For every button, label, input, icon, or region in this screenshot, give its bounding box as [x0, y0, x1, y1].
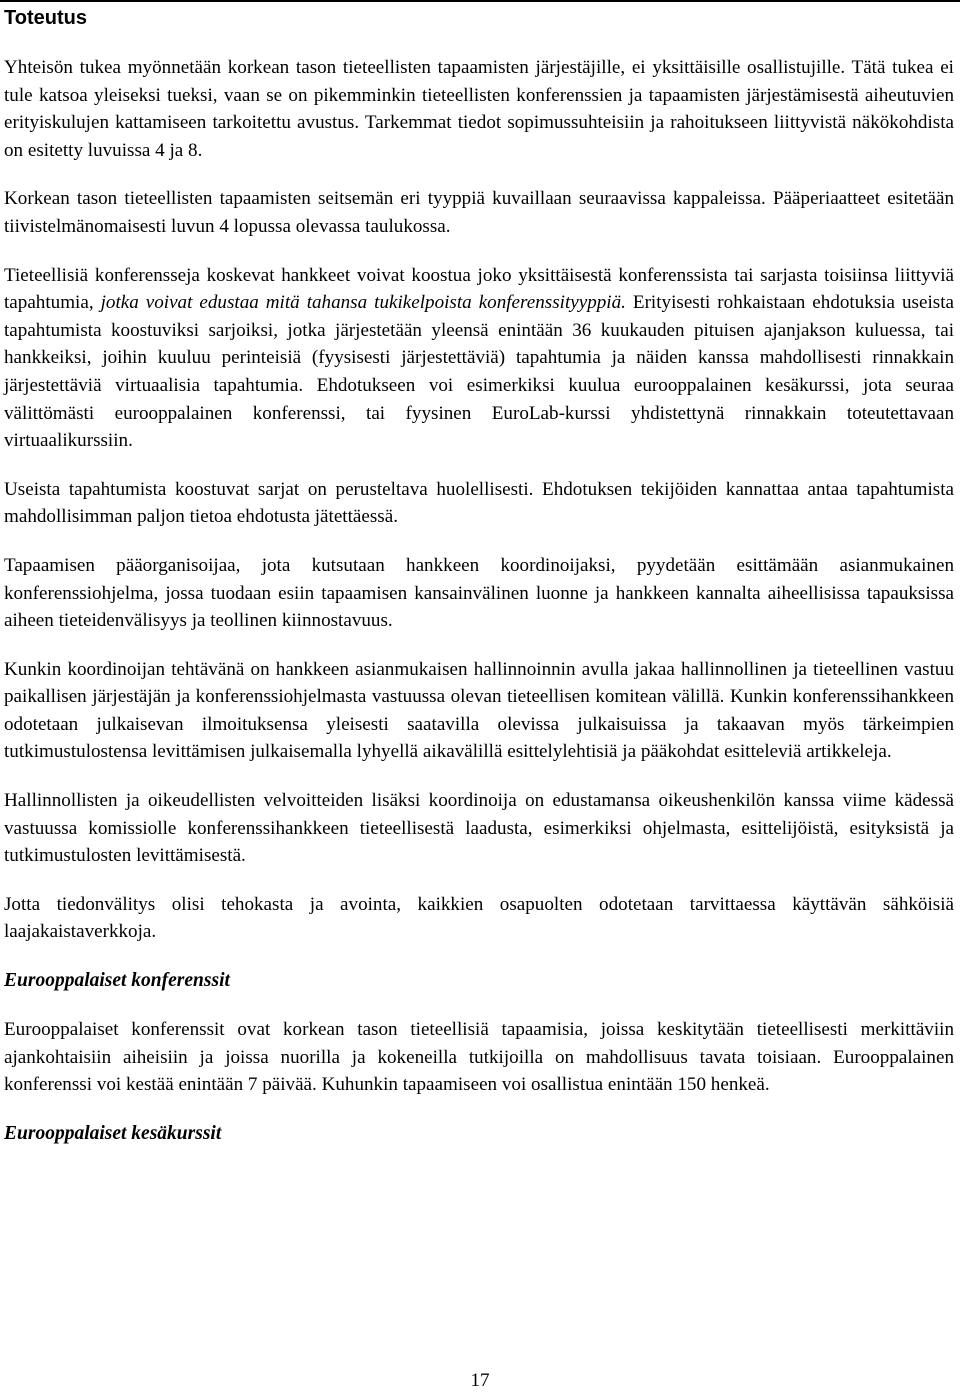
section-title: Toteutus	[4, 7, 87, 29]
top-rule	[0, 0, 960, 2]
paragraph-coordinator-tasks: Kunkin koordinoijan tehtävänä on hankkeen asianmukaisen hallinnoinnin avulla jakaa hallinnollinen ja tieteellinen vastuu paikallisen järjestäjän ja konferenssiohjelmasta vastuussa olevan tieteellisen komitean välillä. Kunkin konferenssihankkeen odotetaan julkaisevan ilmoituksensa yleisesti saatavilla olevissa julkaisuissa ja takaavan myös tärkeimpien tutkimustulostensa levittämisen julkaisemalla lyhyellä aikavälillä esittelylehtisiä ja pääkohdat esitteleviä artikkeleja.	[4, 658, 954, 763]
subheading-european-conferences: Eurooppalaiset konferenssit	[4, 970, 230, 992]
paragraph-legal-obligations: Hallinnollisten ja oikeudellisten velvoitteiden lisäksi koordinoija on edustamansa oikeushenkilön kanssa viime kädessä vastuussa komissiolle konferenssihankkeen tieteellisestä laadusta, esimerkiksi ohjelmasta, esittelijöistä, esityksistä ja tutkimustulosten levittämisestä.	[4, 790, 954, 867]
page-number: 17	[470, 1370, 490, 1391]
paragraph-coordinator: Tapaamisen pääorganisoijaa, jota kutsutaan hankkeen koordinoijaksi, pyydetään esittämään asianmukainen konferenssiohjelma, jossa tuodaan esiin tapaamisen kansainvälinen luonne ja hankkeen kannalta aiheellisissa tapauksissa aiheen tieteidenvälisyys ja teollinen kiinnostavuus.	[4, 554, 954, 632]
paragraph-intro: Yhteisön tukea myönnetään korkean tason tieteellisten tapaamisten järjestäjille, ei yksittäisille osallistujille. Tätä tukea ei tule katsoa yleiseksi tueksi, vaan se on pikemminkin tieteellisten konferenssien ja tapaamisten järjestämisestä aiheutuvien erityiskulujen kattamiseen tarkoitettu avustus. Tarkemmat tiedot sopimussuhteisiin ja rahoitukseen liittyvistä näkökohdista on esitetty luvuissa 4 ja 8.	[4, 57, 954, 161]
paragraph-series: Useista tapahtumista koostuvat sarjat on perusteltava huolellisesti. Ehdotuksen tekijöiden kannattaa antaa tapahtumista mahdollisimman paljon tietoa ehdotusta jätettäessä.	[4, 478, 954, 528]
document-page	[4, 4, 954, 1148]
paragraph-communication: Jotta tiedonvälitys olisi tehokasta ja avointa, kaikkien osapuolten odotetaan tarvittaessa käyttävän sähköisiä laajakaistaverkkoja.	[4, 893, 954, 943]
paragraph-text: Tieteellisiä konferensseja koskevat hankkeet voivat koostua joko yksittäisestä konferenssista tai sarjasta toisiinsa liittyviä tapahtumia,	[4, 264, 954, 314]
paragraph-european-conferences: Eurooppalaiset konferenssit ovat korkean tason tieteellisiä tapaamisia, joissa keskitytään tieteellisesti merkittäviin ajankohtaisiin aiheisiin ja joissa nuorilla ja kokeneilla tutkijoilla on mahdollisuus tavata toisiaan. Eurooppalainen konferenssi voi kestää enintään 7 päivää. Kuhunkin tapaamiseen voi osallistua enintään 150 henkeä.	[4, 1019, 954, 1096]
paragraph-meeting-types: Korkean tason tieteellisten tapaamisten seitsemän eri tyyppiä kuvaillaan seuraavissa kappaleissa. Pääperiaatteet esitetään tiivistelmänomaisesti luvun 4 lopussa olevassa taulukossa.	[4, 188, 954, 237]
italic-emphasis: jotka voivat edustaa mitä tahansa tukikelpoista konferenssityyppiä.	[100, 292, 626, 314]
paragraph-text: Erityisesti rohkaistaan ehdotuksia useista tapahtumista koostuviksi sarjoiksi, jotka järjestetään yleensä enintään 36 kuukauden pituisen ajanjakson kuluessa, tai hankkeiksi, joihin kuuluu perinteisiä (fyysisesti järjestettäviä) tapahtumia ja näiden kanssa mahdollisesti rinnakkain järjestettäviä virtuaalisia tapahtumia. Ehdotukseen voi esimerkiksi kuulua eurooppalainen kesäkurssi, jota seuraa välittömästi eurooppalainen konferenssi, tai fyysinen EuroLab-kurssi yhdistettynä rinnakkain toteutettavaan virtuaalikurssiin.	[4, 292, 954, 452]
paragraph-conference-projects	[4, 262, 954, 455]
subheading-summer-schools: Eurooppalaiset kesäkurssit	[4, 1122, 222, 1144]
